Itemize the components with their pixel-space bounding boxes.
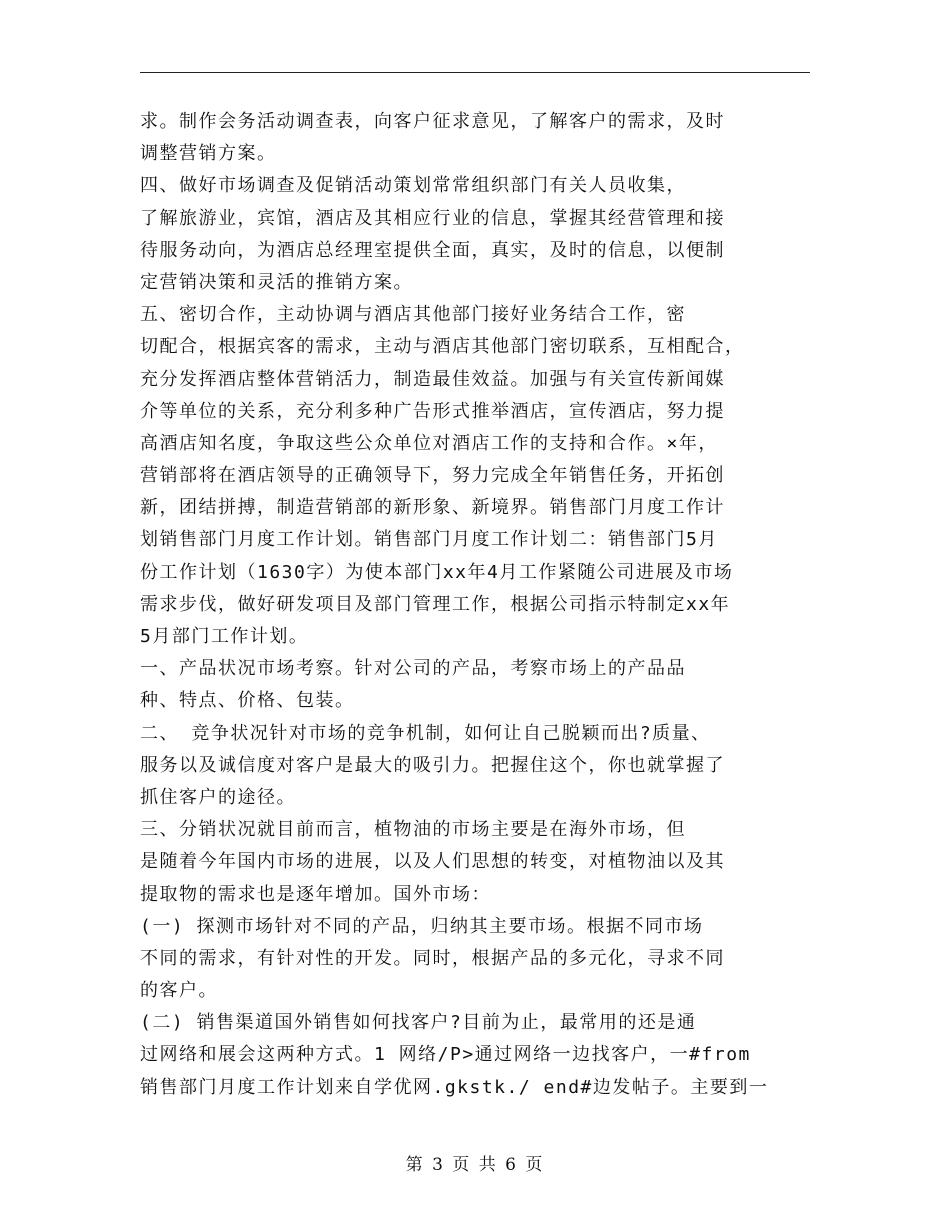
text-line: (二) 销售渠道国外销售如何找客户?目前为止，最常用的还是通 <box>140 1012 697 1034</box>
text-line: 服务以及诚信度对客户是最大的吸引力。把握住这个，你也就掌握了 <box>140 754 725 776</box>
document-body <box>140 106 810 1104</box>
text-line: 三、分销状况就目前而言，植物油的市场主要是在海外市场，但 <box>140 819 686 841</box>
text-line: 调整营销方案。 <box>140 143 277 165</box>
text-line: 的客户。 <box>140 980 218 1002</box>
text-line: 份工作计划（1630字）为使本部门xx年4月工作紧随公司进展及市场 <box>140 561 734 583</box>
text-line: 不同的需求，有针对性的开发。同时，根据产品的多元化，寻求不同 <box>140 947 725 969</box>
text-line: 高酒店知名度，争取这些公众单位对酒店工作的支持和合作。×年， <box>140 432 718 454</box>
header-rule <box>140 72 810 73</box>
text-line: 新，团结拼搏，制造营销部的新形象、新境界。销售部门月度工作计 <box>140 497 725 519</box>
text-line: 5月部门工作计划。 <box>140 626 309 647</box>
text-line: 切配合，根据宾客的需求，主动与酒店其他部门密切联系，互相配合， <box>140 336 745 358</box>
text-line: (一) 探测市场针对不同的产品，归纳其主要市场。根据不同市场 <box>140 915 704 937</box>
text-line: 营销部将在酒店领导的正确领导下，努力完成全年销售任务，开拓创 <box>140 465 725 487</box>
text-line: 是随着今年国内市场的进展，以及人们思想的转变，对植物油以及其 <box>140 851 725 873</box>
text-line: 了解旅游业，宾馆，酒店及其相应行业的信息，掌握其经营管理和接 <box>140 207 725 229</box>
page-number-footer: 第 3 页 共 6 页 <box>405 1155 545 1175</box>
text-line: 待服务动向，为酒店总经理室提供全面，真实，及时的信息，以便制 <box>140 239 725 261</box>
text-line: 定营销决策和灵活的推销方案。 <box>140 271 413 293</box>
text-line: 五、密切合作，主动协调与酒店其他部门接好业务结合工作，密 <box>140 304 686 326</box>
text-line: 求。制作会务活动调查表，向客户征求意见，了解客户的需求，及时 <box>140 111 725 132</box>
text-line: 二、 竞争状况针对市场的竞争机制，如何让自己脱颖而出?质量、 <box>140 722 711 744</box>
text-line: 种、特点、价格、包装。 <box>140 690 355 712</box>
text-line: 介等单位的关系，充分利多种广告形式推举酒店，宣传酒店，努力提 <box>140 400 725 422</box>
text-line: 过网络和展会这两种方式。1 网络/P>通过网络一边找客户，一#from <box>140 1044 751 1066</box>
text-line: 抓住客户的途径。 <box>140 786 296 808</box>
text-line: 充分发挥酒店整体营销活力，制造最佳效益。加强与有关宣传新闻媒 <box>140 368 725 390</box>
text-line: 销售部门月度工作计划来自学优网.gkstk./ end#边发帖子。主要到一 <box>140 1076 769 1098</box>
text-line: 划销售部门月度工作计划。销售部门月度工作计划二：销售部门5月 <box>140 529 718 551</box>
text-line: 提取物的需求也是逐年增加。国外市场： <box>140 883 491 905</box>
text-line: 需求步伐，做好研发项目及部门管理工作，根据公司指示特制定xx年 <box>140 593 731 615</box>
text-line: 四、做好市场调查及促销活动策划常常组织部门有关人员收集， <box>140 175 686 197</box>
text-line: 一、产品状况市场考察。针对公司的产品，考察市场上的产品品 <box>140 658 686 680</box>
